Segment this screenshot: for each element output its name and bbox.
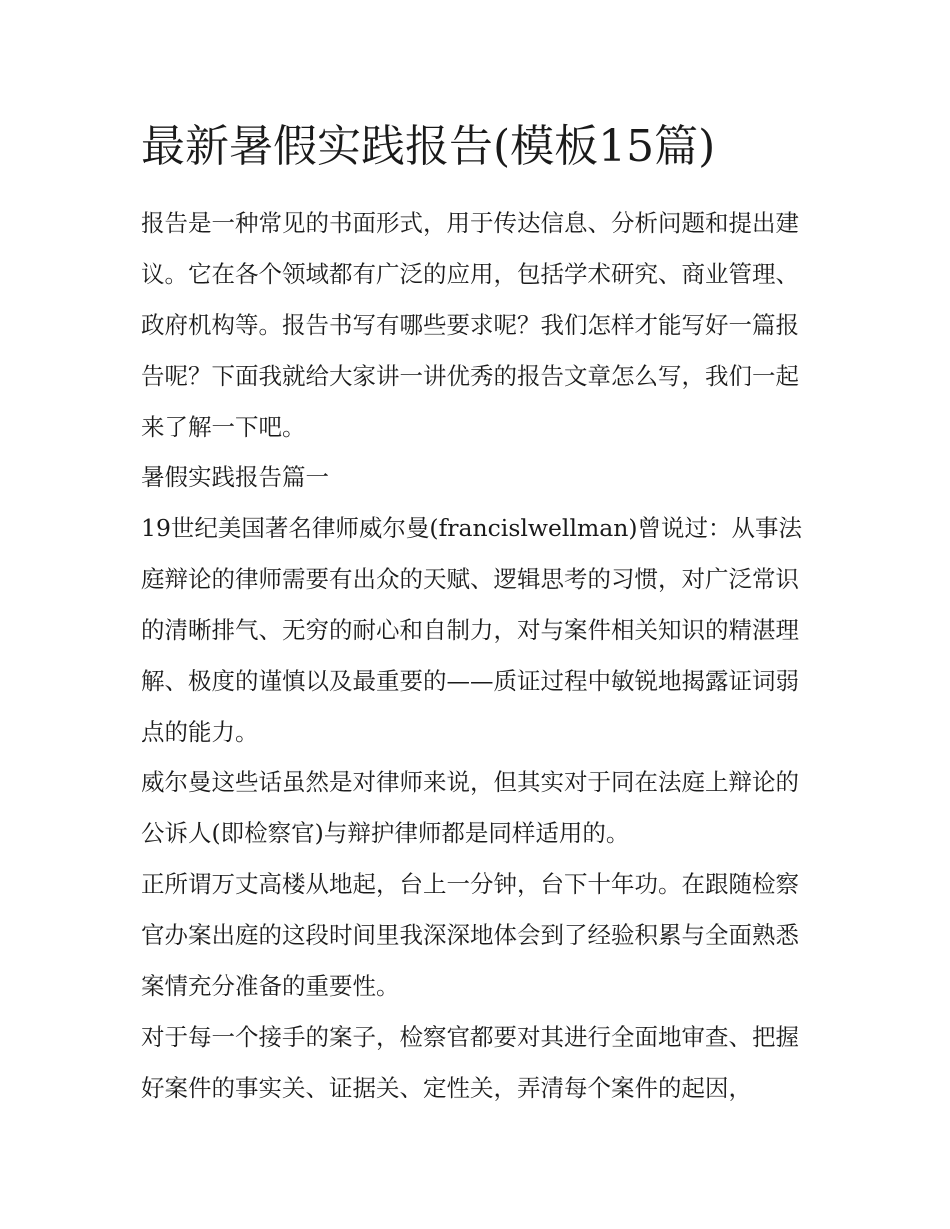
body-paragraph: 正所谓万丈高楼从地起，台上一分钟，台下十年功。在跟随检察官办案出庭的这段时间里我深深地体会到了经验积累与全面熟悉案情充分准备的重要性。 xyxy=(141,870,799,1000)
body-paragraph: 威尔曼这些话虽然是对律师来说，但其实对于同在法庭上辩论的公诉人(即检察官)与辩护律师都是同样适用的。 xyxy=(141,768,799,847)
body-paragraph: 对于每一个接手的案子，检察官都要对其进行全面地审查、把握好案件的事实关、证据关、定性关，弄清每个案件的起因， xyxy=(141,1023,799,1102)
section-heading: 暑假实践报告篇一 xyxy=(141,463,329,491)
intro-paragraph: 报告是一种常见的书面形式，用于传达信息、分析问题和提出建议。它在各个领域都有广泛的应用，包括学术研究、商业管理、政府机构等。报告书写有哪些要求呢？我们怎样才能写好一篇报告呢？下面我就给大家讲一讲优秀的报告文章怎么写，我们一起来了解一下吧。 xyxy=(141,209,799,441)
document-title: 最新暑假实践报告(模板15篇) xyxy=(141,121,716,172)
body-paragraph: 19世纪美国著名律师威尔曼(francislwellman)曾说过：从事法庭辩论的律师需要有出众的天赋、逻辑思考的习惯，对广泛常识的清晰排气、无穷的耐心和自制力，对与案件相关知识的精湛理解、极度的谨慎以及最重要的——质证过程中敏锐地揭露证词弱点的能力。 xyxy=(141,514,803,746)
